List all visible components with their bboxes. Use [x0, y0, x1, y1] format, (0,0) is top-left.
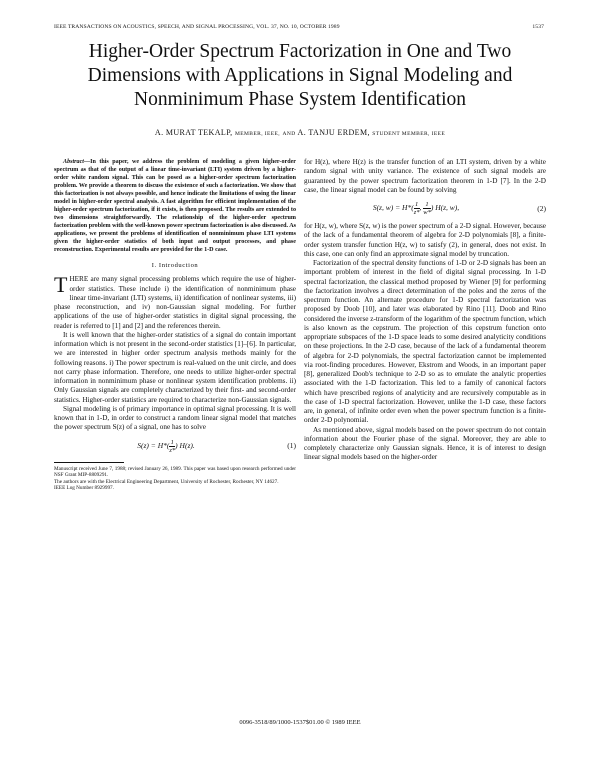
body-paragraph: Signal modeling is of primary importance in optimal signal processing. It is well known that in 1-D, in order to construct a random linear signal model that matches the power spectrum S(z) of a signal, one has to solve [54, 404, 296, 432]
paper-title [40, 40, 560, 112]
fraction-numerator: 1 [170, 438, 174, 446]
equation-fraction [414, 201, 420, 216]
equation-fraction [423, 201, 431, 216]
author-affiliation: MEMBER, IEEE, [234, 131, 281, 137]
title-line: Higher-Order Spectrum Factorization in One and Two [88, 41, 512, 62]
page-number: 1537 [532, 24, 544, 30]
section-heading: I. Introduction [151, 262, 199, 269]
journal-line: IEEE TRANSACTIONS ON ACOUSTICS, SPEECH, AND SIGNAL PROCESSING, VOL. 37, NO. 10, OCTOBER 1989 [54, 24, 340, 30]
author-line [40, 128, 560, 137]
abstract-text: —In this paper, we address the problem of modeling a given higher-order spectrum as that of the output of a linear time-invariant (LTI) system driven by a higher-order white random signal. This can be posed as a higher-order spectrum factorization problem. We provide a theorem to discuss the existence of such a factorization. We show that this factorization is not always possible, and hence indicate the limitations of using the linear model in higher-order spectral analysis. A fast algorithm for efficient implementation of the higher-order spectrum factorization, if it exists, is then proposed. The results are extended to two dimensions straightforwardly. The relationship of the higher-order spectrum factorization problem with the well-known power spectrum factorization is also discussed. As applications, we present the problems of identification of nonminimum phase LTI systems given the higher-order statistics of both input and output processes, and phase reconstruction. Experimental results are provided for the 1-D case. [54, 159, 296, 253]
footnote: The authors are with the Electrical Engineering Department, University of Rochester, Rochester, NY 14627. [54, 478, 279, 485]
title-line: Nonminimum Phase System Identification [133, 89, 466, 110]
fraction-denominator: z* [169, 446, 176, 454]
abstract [54, 158, 296, 254]
body-paragraph: As mentioned above, signal models based on the power spectrum do not contain information about the Fourier phase of the signal. Moreover, they are able to completely characterize only Gaussian signals. Hence, it is of interest to design linear signal models based on the higher-order [304, 425, 546, 462]
intro-paragraph [54, 272, 296, 331]
equation-body: S(z, w) = H*( $\frac{1}{z*}$ , $\frac{1}{w*}$ ) H(z, w), [372, 201, 460, 216]
equation-2 [304, 201, 546, 216]
author-conjunction: AND [282, 131, 296, 137]
fraction-denominator: w* [423, 209, 431, 216]
abstract-label: Abstract [63, 159, 84, 165]
footnote: IEEE Log Number 8929997. [54, 485, 114, 492]
equation-lhs: S(z) = H* [137, 440, 167, 450]
body-paragraph: Factorization of the spectral density functions of 1-D or 2-D signals has been an important problem of interest in the field of digital signal processing. In 1-D spectral factorization, the classical method proposed by Wiener [9] for performing the factorization involves a direct determination of the poles and the zeros of the spectrum function. An alternate procedure for 1-D spectral factorization was proposed by Doob [10], and later was elaborated by Rino [11]. Doob and Rino considered the inverse z-transform of the logarithm of the spectrum function, which is also known as the cepstrum. The projection of this cepstrum function onto appropriate subspaces of the 1-D space leads to some desired analyticity conditions on these projections. In the 2-D case, because of the lack of a fundamental theorem of algebra for 2-D polynomials, the spectral factorization cannot be implemented via root-finding procedures. However, Ekstrom and Woods, in an important paper [8], generalized Doob's technique to 2-D so as to emulate the analytic properties associated with the 1-D factorization. This led to a family of canonical factors which have prescribed regions of analyticity and are recursively computable as in the case of 1-D spectral factorization. However, unlike the 1-D case, these factors are, in general, of infinite order even when the power spectrum function is a finite-order 2-D polynomial. [304, 259, 546, 425]
body-paragraph: for H(z), where H(z) is the transfer function of an LTI system, driven by a white random signal with unity variance. The existence of such signal models are guaranteed by the power spectrum factorization theorem in 1-D [7]. In the 2-D case, the linear signal model can be found by solving [304, 158, 546, 194]
author-name: A. MURAT TEKALP, [154, 128, 233, 137]
right-column [304, 158, 546, 463]
author-affiliation: STUDENT MEMBER, IEEE [372, 131, 446, 137]
footnote: Manuscript received June 7, 1988; revised January 26, 1989. This paper was based upon research performed under NSF Grant MIP-8809291. [54, 465, 296, 479]
equation-rhs: H(z, w), [435, 203, 460, 213]
equation-number: (2) [537, 203, 546, 213]
drop-cap: T [54, 272, 68, 298]
fraction-denominator: z* [413, 209, 420, 216]
equation-body: S(z) = H*( $\frac{1}{z*}$ ) H(z). [137, 438, 195, 454]
equation-1 [54, 439, 296, 454]
body-paragraph: for H(z, w), where S(z, w) is the power spectrum of a 2-D signal. However, because of the lack of a fundamental theorem of algebra for 2-D polynomials [8], a finite-order system transfer function H(z, w) to satisfy (2), in general, does not exist. In this case, one can only find an approximate signal model by truncation. [304, 222, 546, 258]
equation-number: (1) [287, 441, 296, 451]
author-name: A. TANJU ERDEM, [297, 128, 370, 137]
copyright-line: 0096-3518/89/1000-1537$01.00 © 1989 IEEE [239, 719, 361, 726]
fraction-numerator: 1 [423, 201, 431, 209]
title-line: Dimensions with Applications in Signal Modeling and [87, 65, 513, 86]
running-header [54, 24, 544, 30]
body-paragraph: It is well known that the higher-order statistics of a signal do contain important information which is not present in the second-order statistics [1]–[6]. In particular, we are interested in higher order spectrum analysis methods mainly for the following reasons. i) The power spectrum is real-valued on the unit circle, and does not carry phase information. Therefore, one needs to utilize higher-order spectral information in nonminimum phase or nonlinear system identification problems. ii) Only Gaussian signals are completely characterized by their first- and second-order statistics. Higher-order statistics are required to characterize non-Gaussian signals. [54, 330, 296, 404]
footnote-divider [54, 462, 124, 463]
fraction-numerator: 1 [414, 201, 419, 208]
equation-rhs: H(z). [179, 440, 195, 450]
equation-fraction [169, 439, 175, 454]
left-column [54, 158, 296, 492]
equation-lhs: S(z, w) = H* [372, 203, 412, 213]
paragraph-text: HERE are many signal processing problems which require the use of higher-order statistics. These include i) the identification of nonminimum phase linear time-invariant (LTI) systems, ii) identification of nonlinear systems, iii) phase reconstruction, and iv) non-Gaussian signal modeling. For further applications of the use of higher-order statistics in digital signal processing, the reader is referred to [1] and [2] and the references therein. [54, 275, 296, 330]
